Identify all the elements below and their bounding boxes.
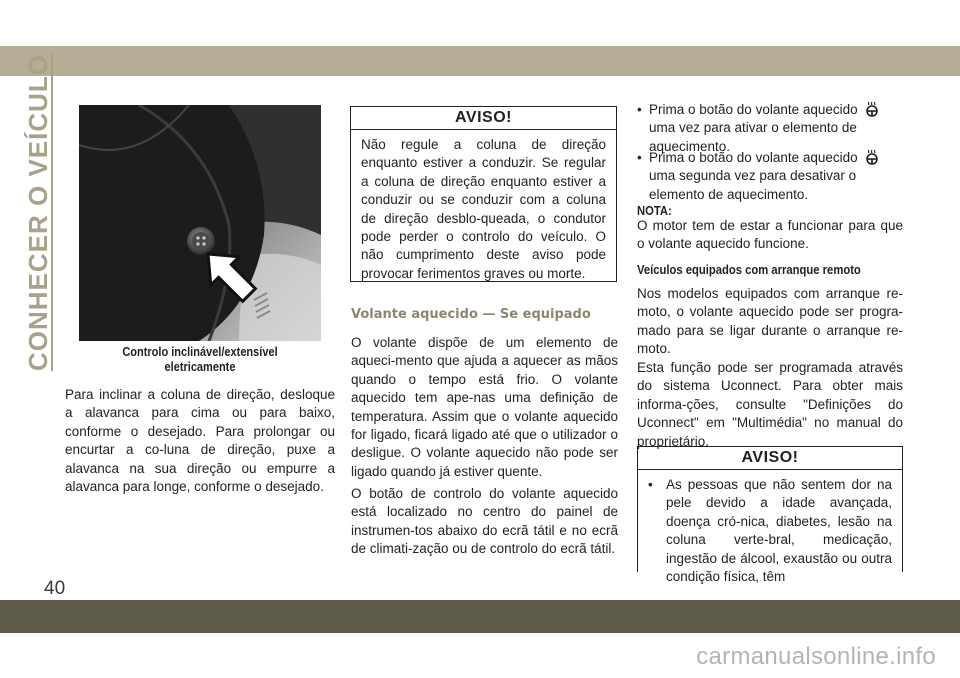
bullet-text-after: uma segunda vez para desativar o elemento de aquecimento. (649, 168, 857, 202)
bullet-activate (637, 101, 903, 156)
warning-text: Não regule a coluna de direção enquanto estiver a conduzir. Se regular a coluna de direção enquanto estiver a conduzir ou se conduzir com a coluna de direção desblo-queada, o condutor pode perder o controlo do veículo. O não cumprimento deste aviso pode provocar ferimentos graves ou morte. (361, 137, 606, 281)
warning-body (638, 470, 902, 592)
heated-steering-wheel-icon (865, 101, 879, 117)
warning-bullet: • (648, 477, 653, 492)
bullet-text-after: uma vez para ativar o elemento de aquecimento. (649, 120, 857, 154)
remote-start-paragraph: Nos modelos equipados com arranque re-moto, o volante aquecido pode ser progra-mado para se ligar durante o arranque re-moto. (637, 286, 903, 357)
footer-band (0, 600, 960, 633)
warning-box-skin (637, 446, 903, 585)
warning-title: AVISO! (351, 107, 616, 130)
bullet-deactivate (637, 149, 903, 204)
header-band (0, 0, 960, 76)
header-bar (0, 46, 960, 76)
steering-column-photo (79, 105, 321, 341)
section-tab (23, 53, 54, 371)
note-label: NOTA: (637, 204, 672, 218)
heated-wheel-button-location: O botão de controlo do volante aquecido está localizado no centro do painel de instrumen-tos abaixo do ecrã tátil e no ecrã de climati-zação ou de controlo do ecrã tátil. (351, 486, 618, 557)
photo-caption: Controlo inclinável/extensível eletricamente (122, 345, 278, 374)
watermark: carmanualsonline.info (696, 643, 936, 670)
warning-title: AVISO! (638, 447, 902, 470)
heated-steering-wheel-icon (865, 149, 879, 165)
note-text: O motor tem de estar a funcionar para que o volante aquecido funcione. (637, 218, 903, 252)
uconnect-paragraph: Esta função pode ser programada através do sistema Uconnect. Para obter mais informa-ções, consulte "Definições do Uconnect" em "Multimédia" no manual do proprietário. (637, 360, 903, 449)
tilt-instructions: Para inclinar a coluna de direção, desloque a alavanca para cima ou para baixo, conforme o desejado. Para prolongar ou encurtar a co-luna de direção, puxe a alavanca na sua direção ou empurre a alavanca para longe, conforme o desejado. (65, 387, 335, 495)
section-heading-heated-wheel: Volante aquecido — Se equipado (351, 307, 591, 322)
warning-text: As pessoas que não sentem dor na pele devido a idade avançada, doença cró-nica, diabetes, lesão na coluna verte-bral, medicação, ingestão de álcool, exaustão ou outra condição física, têm (666, 477, 892, 585)
section-tab-label: CONHECER O VEÍCULO (23, 53, 54, 371)
bullet-text-before: Prima o botão do volante aquecido (649, 102, 858, 117)
warning-box-steering (350, 106, 617, 282)
heated-wheel-description: O volante dispõe de um elemento de aqueci-mento que ajuda a aquecer as mãos quando o tempo está frio. O volante aquecido tem ape-nas uma definição de temperatura. Assim que o volante aquecido for ligado, ficará ligado até que o utilizador o desligue. O volante aquecido não pode ser ligado quando já estiver quente. (351, 335, 618, 479)
page-number: 40 (44, 578, 66, 599)
bullet-mark: • (637, 150, 642, 165)
bullet-mark: • (637, 102, 642, 117)
remote-start-heading: Veículos equipados com arranque remoto (637, 263, 861, 277)
bullet-text-before: Prima o botão do volante aquecido (649, 150, 858, 165)
